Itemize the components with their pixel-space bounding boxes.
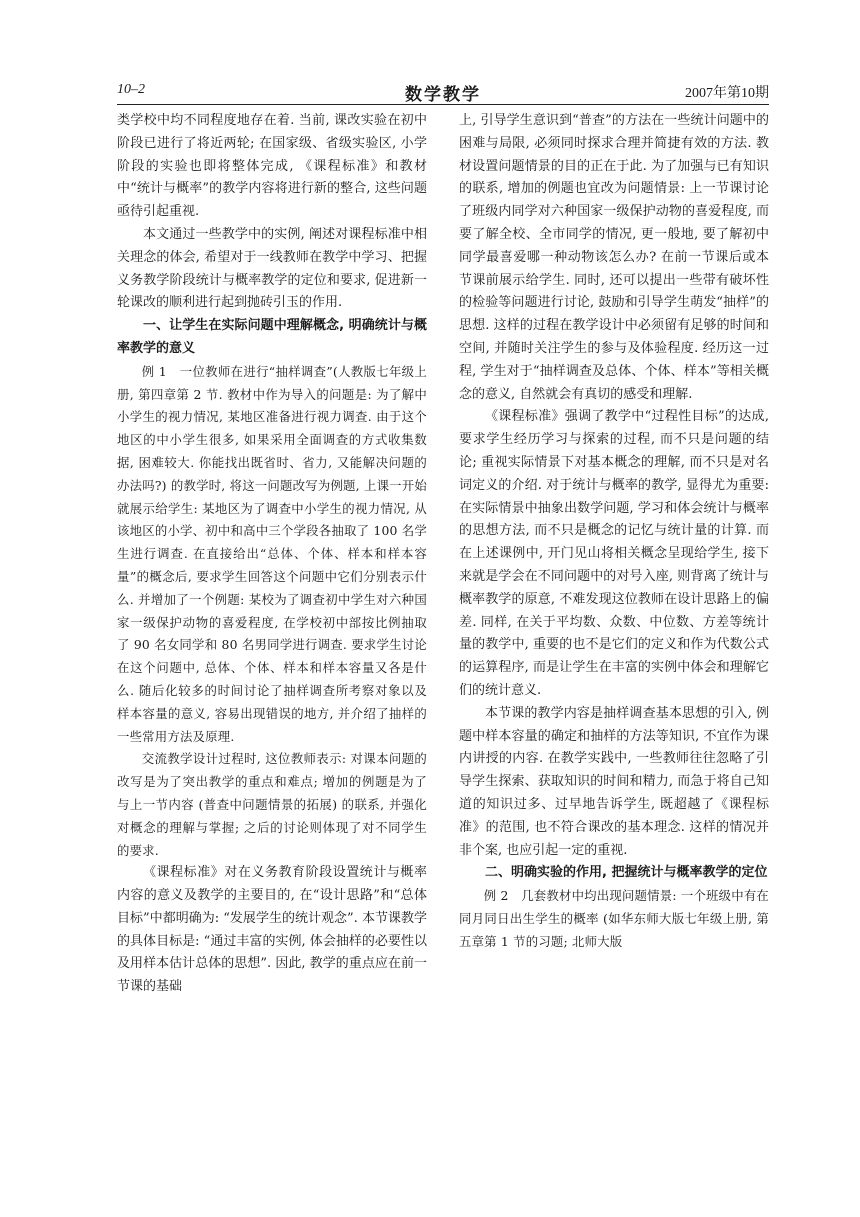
example-1: 例 1 一位教师在进行“抽样调查”(人教版七年级上册, 第四章第 2 节. 教材中作为导入的问题是: 为了解中小学生的视力情况, 某地区准备进行视力调查. 由于这个地区的中小学生很多, 如果采用全面调查的方式收集数据, 困难较大. 你能找出既省时、省力, 又能解决问题的办法吗?) 的教学时, 将这一问题改写为例题, 上课一开始就展示给学生: 某地区为了调查中小学生的视力情况, 从该地区的小学、初中和高中三个学段各抽取了 100 名学生进行调查. 在直接给出“总体、个体、样本和样本容量”的概念后, 要求学生回答这个问题中它们分别表示什么. 并增加了一个例题: 某校为了调查初中学生对六种国家一级保护动物的喜爱程度, 在学校初中部按比例抽取了 90 名女同学和 80 名男同学进行调查. 要求学生讨论在这个问题中, 总体、个体、样本和样本容量又各是什么. 随后化较多的时间讨论了抽样调查所考察对象以及样本容量的意义, 容易出现错误的地方, 并介绍了抽样的一些常用方法及原理. xyxy=(117,363,427,744)
journal-title: 数学教学 xyxy=(405,85,481,105)
example-1-discussion: 交流教学设计过程时, 这位教师表示: 对课本问题的改写是为了突出教学的重点和难点; 增加的例题是为了与上一节内容 (普查中问题情景的拓展) 的联系, 并强化对概念的理解与掌握; 之后的讨论则体现了对不同学生的要求. xyxy=(117,751,427,858)
continuation-paragraph: 上, 引导学生意识到“普查”的方法在一些统计问题中的困难与局限, 必须同时探求合理并简捷有效的方法. 教材设置问题情景的目的正在于此. 为了加强与已有知识的联系, 增加的例题也宜改为问题情景: 上一节课讨论了班级内同学对六种国家一级保护动物的喜爱程度, 而要了解全校、全市同学的情况, 更一般地, 要了解初中同学最喜爱哪一种动物该怎么办? 在前一节课后或本节课前展示给学生. 同时, 还可以提出一些带有破坏性的检验等问题进行讨论, 鼓励和引导学生萌发“抽样”的思想. 这样的过程在教学设计中必须留有足够的时间和空间, 并随时关注学生的参与及体验程度. 经历这一过程, 学生对于“抽样调查及总体、个体、样本”等相关概念的意义, 自然就会有真切的感受和理解. xyxy=(459,113,769,402)
section-1-heading: 一、让学生在实际问题中理解概念, 明确统计与概率教学的意义 xyxy=(117,318,427,356)
section-2-heading: 二、明确实验的作用, 把握统计与概率教学的定位 xyxy=(485,865,768,881)
left-column xyxy=(117,110,427,999)
standard-paragraph: 《课程标准》对在义务教育阶段设置统计与概率内容的意义及教学的主要目的, 在“设计思路”和“总体目标”中都明确为: “发展学生的统计观念”. 本节课教学的具体目标是: “通过丰富的实例, 体会抽样的必要性以及用样本估计总体的思想”. 因此, 教学的重点应在前一节课的基础 xyxy=(117,865,427,995)
example-2: 例 2 几套教材中均出现问题情景: 一个班级中有在同月同日出生学生的概率 (如华东师大版七年级上册, 第五章第 1 节的习题; 北师大版 xyxy=(459,888,769,949)
purpose-paragraph: 本文通过一些教学中的实例, 阐述对课程标准中相关理念的体会, 希望对于一线教师在教学中学习、把握义务教学阶段统计与概率教学的定位和要求, 促进新一轮课改的顺利进行起到抛砖引玉的作用. xyxy=(117,226,427,311)
running-header xyxy=(117,80,769,105)
intro-paragraph: 类学校中均不同程度地存在着. 当前, 课改实验在初中阶段已进行了将近两轮; 在国家级、省级实验区, 小学阶段的实验也即将整体完成, 《课程标准》和教材中“统计与概率”的教学内容将进行新的整合, 这些问题亟待引起重视. xyxy=(117,113,427,220)
right-column xyxy=(459,110,769,953)
page-number: 10–2 xyxy=(117,82,145,97)
process-goal-paragraph: 《课程标准》强调了教学中“过程性目标”的达成, 要求学生经历学习与探索的过程, 而不只是问题的结论; 重视实际情景下对基本概念的理解, 而不只是对名词定义的介绍. 对于统计与概率的教学, 显得尤为重要: 在实际情景中抽象出数学问题, 学习和体会统计与概率的思想方法, 而不只是概念的记忆与统计量的计算. 而在上述课例中, 开门见山将相关概念呈现给学生, 接下来就是学会在不同问题中的对号入座, 则背离了统计与概率教学的原意, 不难发现这位教师在设计思路上的偏差. 同样, 在关于平均数、众数、中位数、方差等统计量的教学中, 重要的也不是它们的定义和作为代数公式的运算程序, 而是让学生在丰富的实例中体会和理解它们的统计意义. xyxy=(459,409,769,698)
issue-label: 2007年第10期 xyxy=(685,86,769,101)
lesson-content-paragraph: 本节课的教学内容是抽样调查基本思想的引入, 例题中样本容量的确定和抽样的方法等知识, 不宜作为课内讲授的内容. 在教学实践中, 一些教师往往忽略了引导学生探索、获取知识的时间和精力, 而急于将自己知道的知识过多、过早地告诉学生, 既超越了《课程标准》的范围, 也不符合课改的基本理念. 这样的情况并非个案, 也应引起一定的重视. xyxy=(459,705,769,858)
page xyxy=(117,80,769,1180)
